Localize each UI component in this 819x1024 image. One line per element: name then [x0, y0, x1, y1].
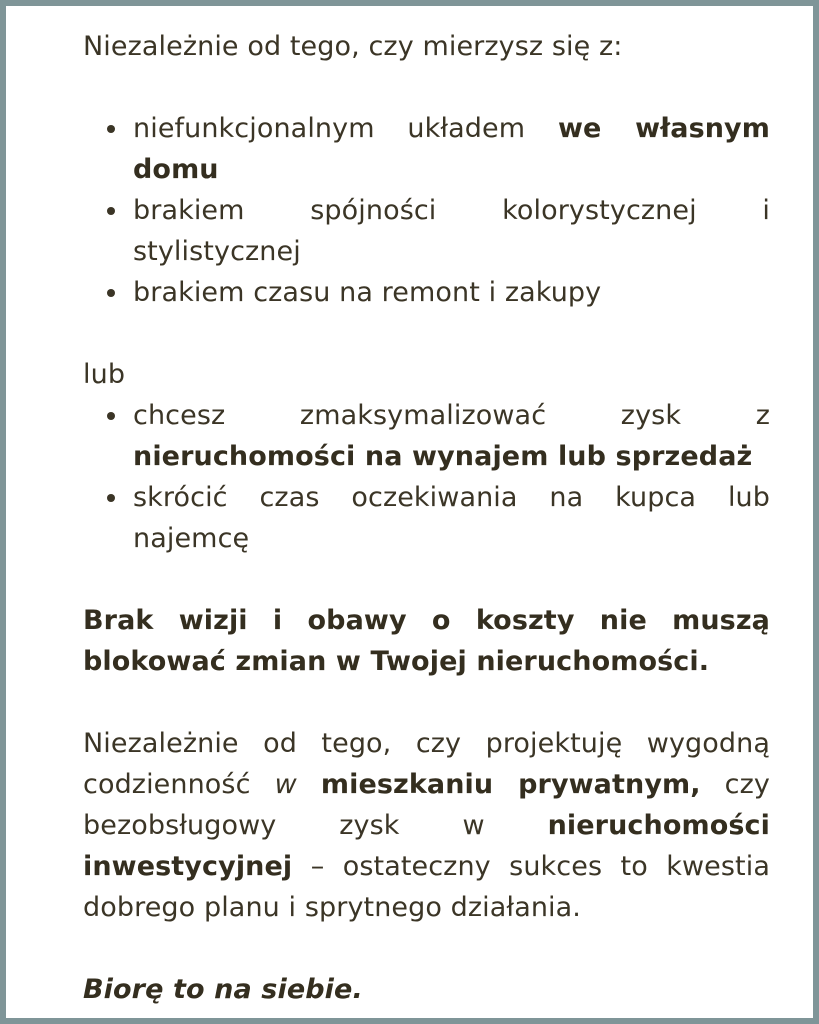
list-item [133, 395, 770, 477]
list-item [133, 477, 770, 559]
list-item-text: chcesz zmaksymalizować zysk z [133, 400, 770, 431]
paragraph-bold: mieszkaniu prywatnym, [320, 769, 701, 800]
goals-list [83, 395, 770, 559]
list-item-bold: we własnym domu [133, 113, 770, 185]
list-item-bold: nieruchomości na wynajem lub sprzedaż [133, 441, 753, 472]
list-item-text: brakiem spójności kolorystycznej i stylistycznej [133, 195, 770, 267]
paragraph-text: Niezależnie od tego, czy projektuję wygodną codzienność [83, 728, 770, 800]
list-item [133, 272, 770, 313]
problems-list [83, 108, 770, 313]
paragraph-space [297, 769, 321, 800]
paragraph-text: – ostateczny sukces to kwestia dobrego planu i sprytnego działania. [83, 851, 770, 923]
paragraph-text: czy bezobsługowy zysk w [83, 769, 770, 841]
paragraph-italic: w [274, 769, 297, 800]
content-card [6, 6, 813, 1018]
spacer [83, 67, 770, 108]
list-item-text: skrócić czas oczekiwania na kupca lub najemcę [133, 482, 770, 554]
paragraph-bold: nieruchomości inwestycyjnej [83, 810, 770, 882]
text-content [83, 26, 770, 1010]
list-item [133, 108, 770, 190]
list-item [133, 190, 770, 272]
list-item-text: niefunkcjonalnym układem [133, 113, 558, 144]
closing-text: Biorę to na siebie. [83, 974, 363, 1005]
closing-line [83, 969, 770, 1010]
intro-text: Niezależnie od tego, czy mierzysz się z: [83, 31, 623, 62]
headline [83, 600, 770, 682]
spacer [83, 313, 770, 354]
description-paragraph [83, 723, 770, 928]
spacer [83, 682, 770, 723]
spacer [83, 559, 770, 600]
spacer [83, 928, 770, 969]
or-label: lub [83, 359, 126, 390]
list-item-text: brakiem czasu na remont i zakupy [133, 277, 602, 308]
headline-text: Brak wizji i obawy o koszty nie muszą blokować zmian w Twojej nieruchomości. [83, 605, 770, 677]
